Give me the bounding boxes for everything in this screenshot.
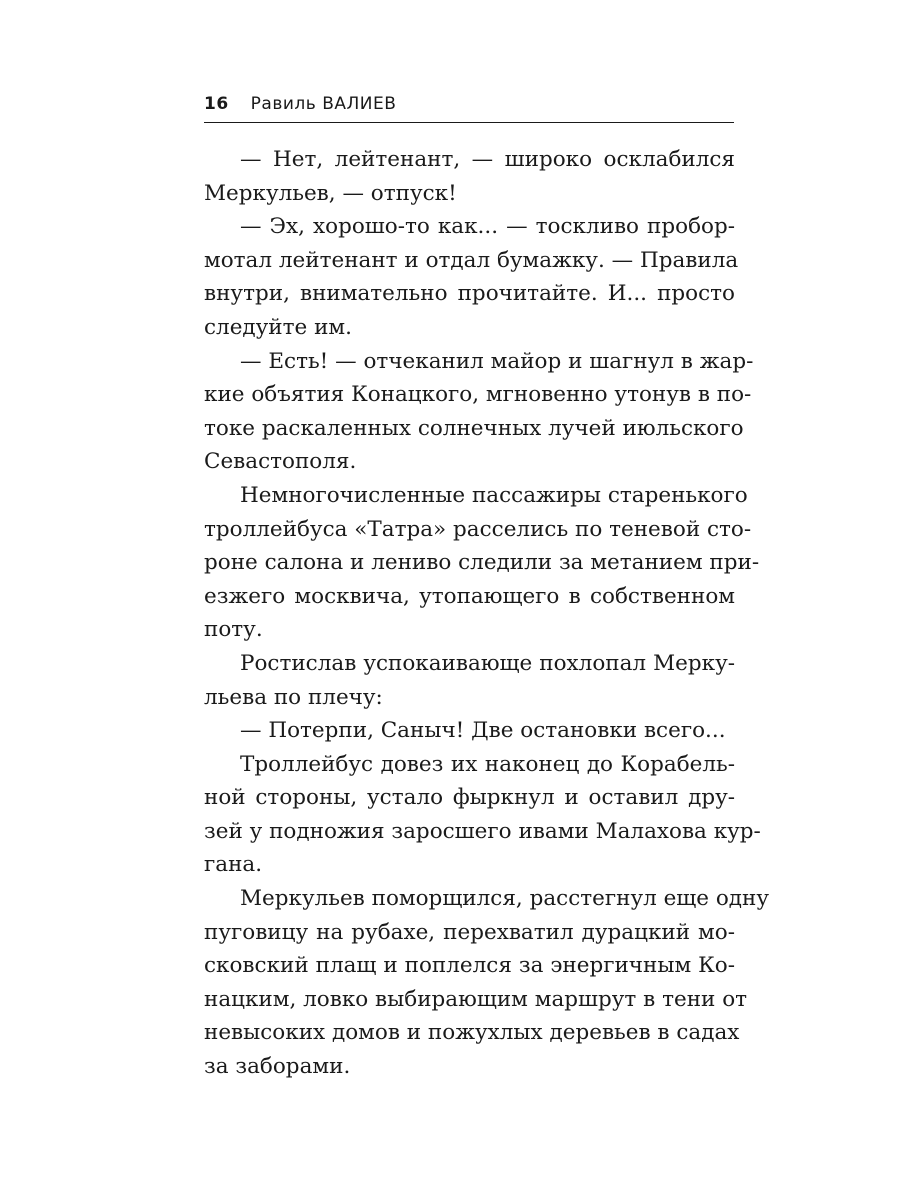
- text-line: роне салона и лениво следили за метанием при-: [204, 550, 760, 576]
- paragraph: [204, 479, 760, 647]
- text-line: — Эх, хорошо-то как... — тоскливо пробор-: [240, 214, 735, 240]
- text-line: зей у подножия заросшего ивами Малахова кур-: [204, 818, 761, 844]
- paragraph: [204, 748, 761, 882]
- text-line: троллейбуса «Татра» расселись по теневой сто-: [204, 516, 752, 542]
- text-line: гана.: [204, 852, 263, 878]
- text-line: следуйте им.: [204, 314, 352, 340]
- body-text: [204, 143, 770, 1084]
- text-line: пуговицу на рубахе, перехватил дурацкий мо-: [204, 919, 735, 945]
- paragraph: [204, 143, 735, 210]
- text-line: Немногочисленные пассажиры старенького: [240, 482, 748, 508]
- text-line: — Нет, лейтенант, — широко осклабился: [240, 147, 735, 172]
- paragraph: [204, 345, 754, 479]
- text-line: ной стороны, устало фыркнул и оставил дру-: [204, 785, 735, 811]
- text-line: поту.: [204, 617, 263, 643]
- text-line: токе раскаленных солнечных лучей июльского: [204, 415, 744, 441]
- text-line: за заборами.: [204, 1054, 351, 1080]
- text-line: — Есть! — отчеканил майор и шагнул в жар-: [240, 348, 754, 374]
- text-line: льева по плечу:: [204, 684, 383, 710]
- text-line: Ростислав успокаивающе похлопал Мерку-: [240, 650, 735, 676]
- running-head-author: Равиль ВАЛИЕВ: [250, 94, 397, 114]
- text-line: Троллейбус довез их наконец до Корабель-: [240, 751, 735, 777]
- text-line: нацким, ловко выбирающим маршрут в тени от: [204, 986, 748, 1012]
- text-line: — Потерпи, Саныч! Две остановки всего...: [240, 718, 726, 744]
- text-line: Меркульев поморщился, расстегнул еще одну: [240, 886, 770, 912]
- text-line: невысоких домов и пожухлых деревьев в садах: [204, 1020, 740, 1046]
- paragraph: [204, 714, 735, 748]
- text-line: мотал лейтенант и отдал бумажку. — Правила: [204, 247, 739, 273]
- text-line: кие объятия Конацкого, мгновенно утонув в по-: [204, 382, 752, 408]
- paragraph: [204, 210, 739, 344]
- paragraph: [204, 882, 770, 1084]
- text-line: Меркульев, — отпуск!: [204, 180, 457, 206]
- page-header: [204, 94, 734, 123]
- text-line: внутри, внимательно прочитайте. И... просто: [204, 281, 735, 307]
- paragraph: [204, 647, 735, 714]
- page-number: 16: [204, 94, 229, 114]
- text-line: Севастополя.: [204, 449, 357, 475]
- text-line: езжего москвича, утопающего в собственном: [204, 583, 735, 609]
- text-line: сковский плащ и поплелся за энергичным Ко-: [204, 953, 735, 979]
